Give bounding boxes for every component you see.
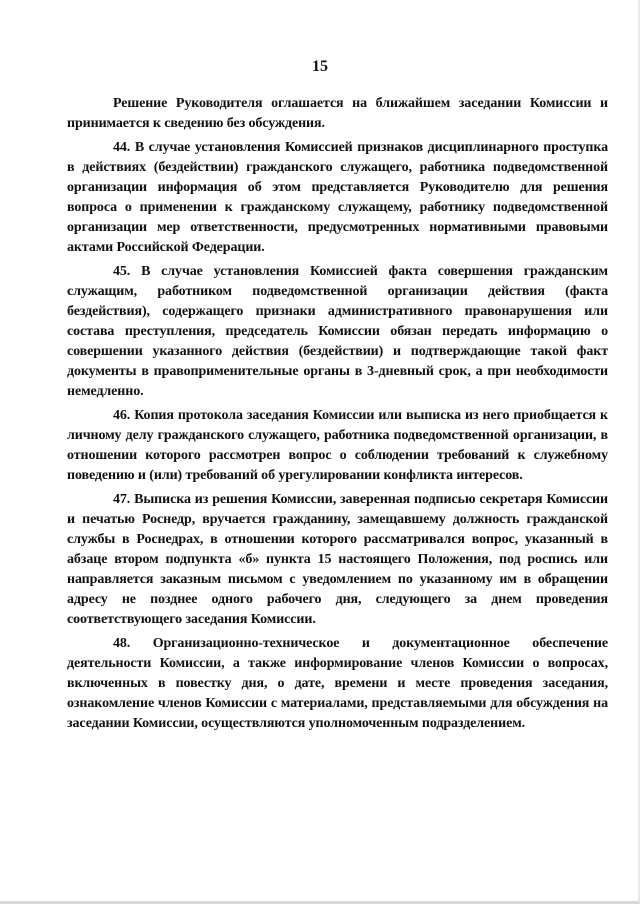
page-number: 15 — [312, 58, 328, 75]
document-body — [67, 94, 608, 738]
paragraph-44: 44. В случае установления Комиссией признаков дисциплинарного проступка в действиях (бездействии) гражданского служащего, работника подведомственной организации информация об этом представляется Руководителю для решения вопроса о применении к гражданскому служащему, работнику подведомственной организации мер ответственности, предусмотренных нормативными правовыми актами Российской Федерации. — [67, 140, 608, 255]
paragraph-48: 48. Организационно-техническое и документационное обеспечение деятельности Комиссии, а также информирование членов Комиссии о вопросах, включенных в повестку дня, о дате, времени и месте проведения заседания, ознакомление членов Комиссии с материалами, представляемыми для обсуждения на заседании Комиссии, осуществляются уполномоченным подразделением. — [67, 636, 608, 731]
paragraph-45: 45. В случае установления Комиссией факта совершения гражданским служащим, работником подведомственной организации действия (факта бездействия), содержащего признаки административного правонарушения или состава преступления, председатель Комиссии обязан передать информацию о совершении указанного действия (бездействии) и подтверждающие такой факт документы в правоприменительные органы в 3-дневный срок, а при необходимости немедленно. — [67, 264, 608, 399]
paragraph-47: 47. Выписка из решения Комиссии, заверенная подписью секретаря Комиссии и печатью Роснедр, вручается гражданину, замещавшему должность гражданской службы в Роснедрах, в отношении которого рассматривался вопрос, указанный в абзаце втором подпункта «б» пункта 15 настоящего Положения, под роспись или направляется заказным письмом с уведомлением по указанному им в обращении адресу не позднее одного рабочего дня, следующего за днем проведения соответствующего заседания Комиссии. — [67, 492, 608, 627]
paragraph-decision-announcement: Решение Руководителя оглашается на ближайшем заседании Комиссии и принимается к сведению без обсуждения. — [67, 96, 608, 131]
paragraph-46: 46. Копия протокола заседания Комиссии или выписка из него приобщается к личному делу гражданского служащего, работника подведомственной организации, в отношении которого рассмотрен вопрос о соблюдении требований к служебному поведению и (или) требований об урегулировании конфликта интересов. — [67, 408, 608, 483]
